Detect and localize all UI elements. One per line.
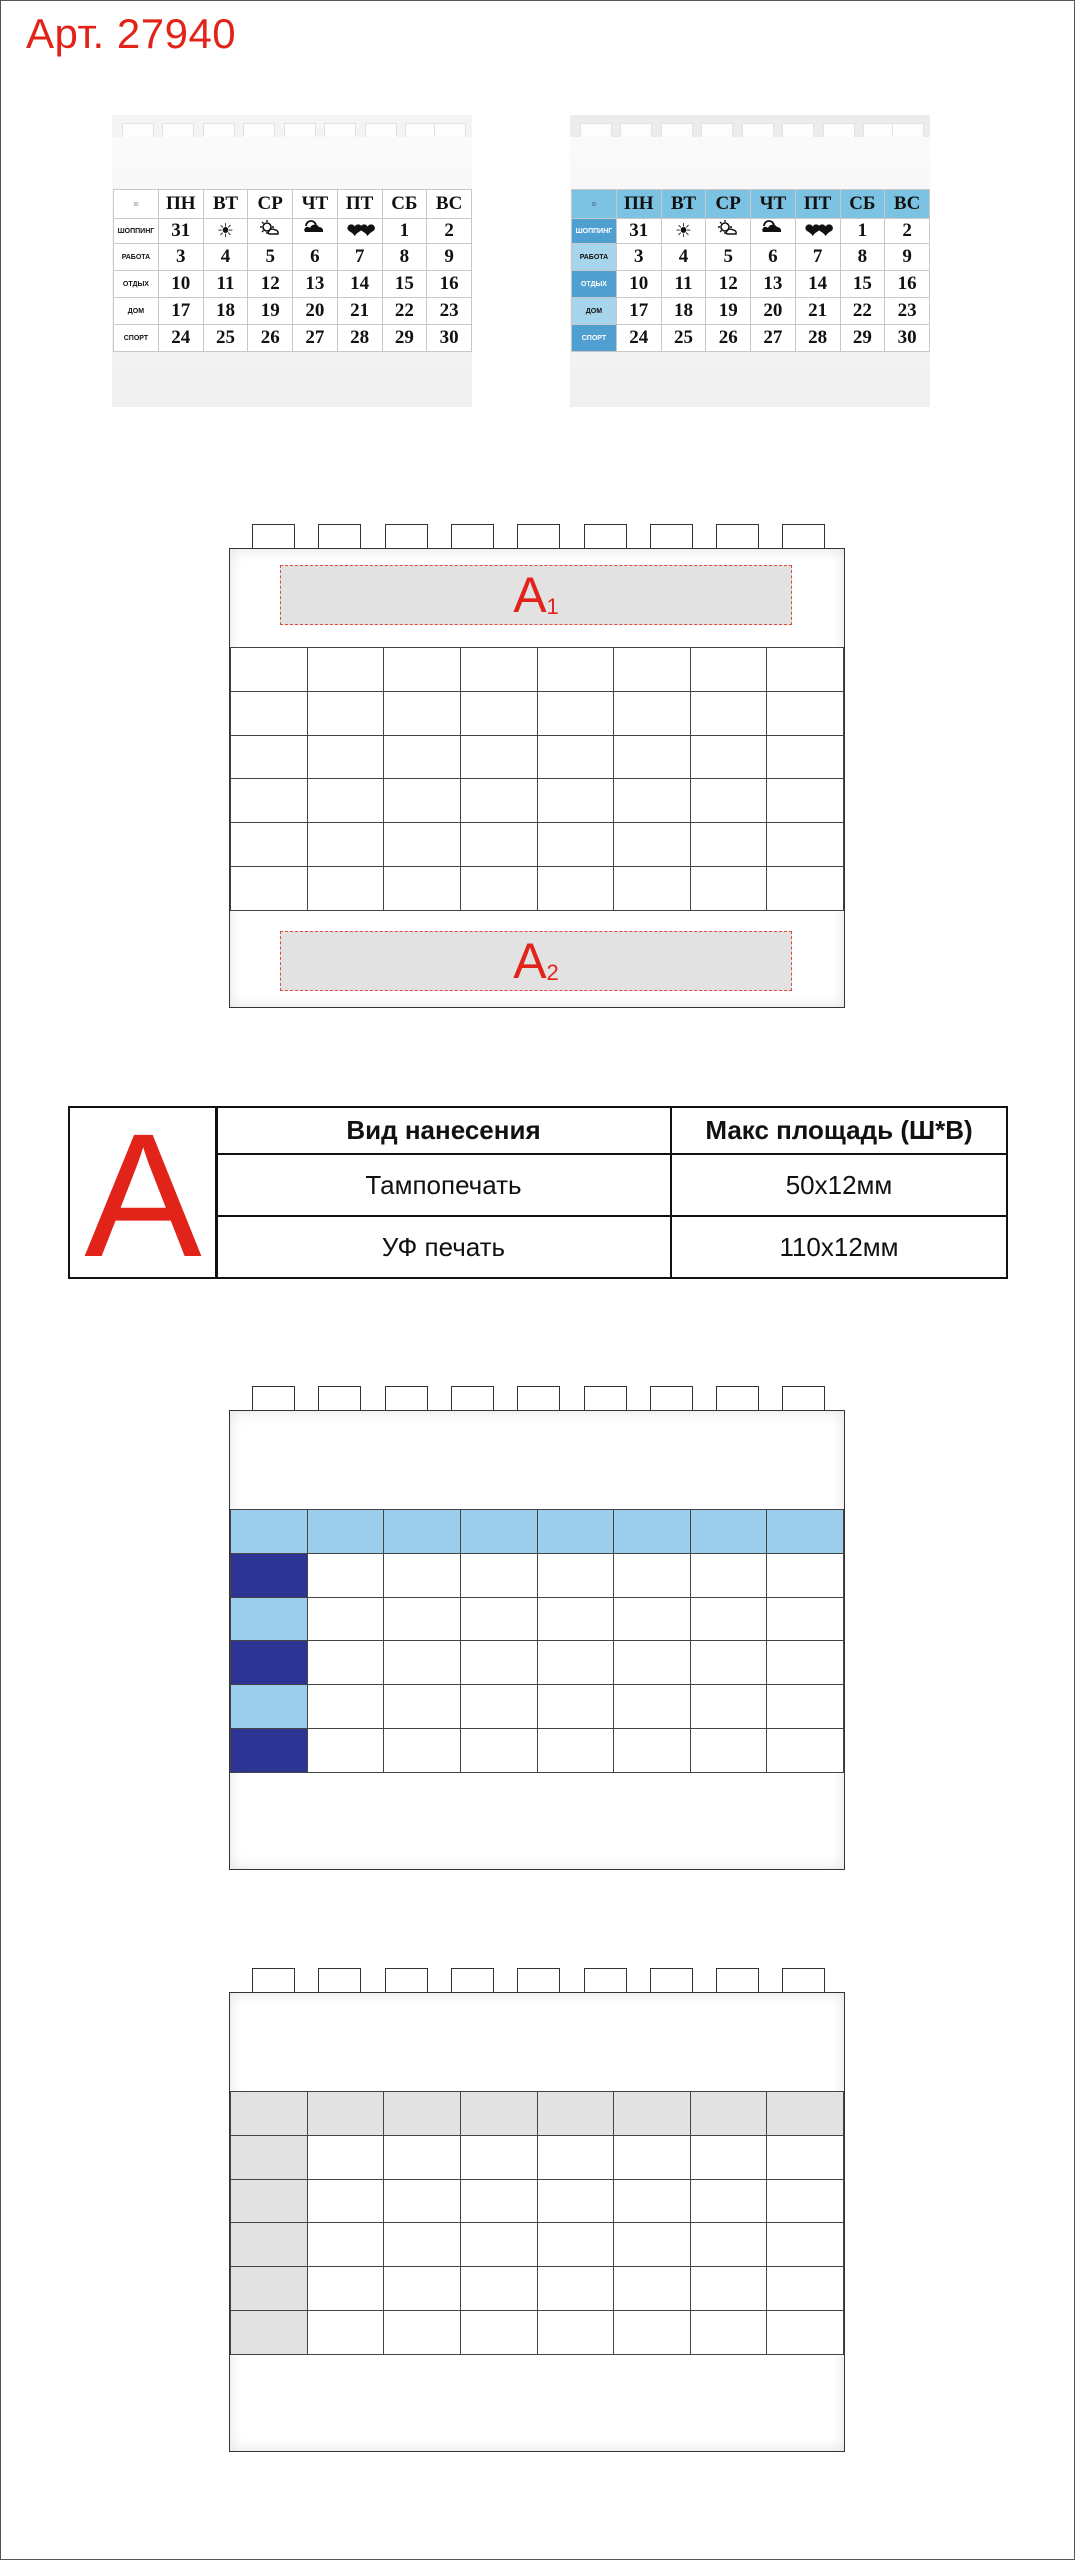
peg <box>451 1968 494 1993</box>
weekday-cell: ПТ <box>337 190 382 219</box>
row-label: ДОМ <box>572 298 617 325</box>
size-cell: 110x12мм <box>671 1216 1007 1278</box>
date-cell: 30 <box>427 325 472 352</box>
weekday-cell: ПТ <box>795 190 840 219</box>
peg <box>318 524 361 549</box>
smiley-icon: ☺ <box>114 190 159 219</box>
partly-cloudy-icon <box>248 219 293 244</box>
date-cell: 21 <box>795 298 840 325</box>
date-cell: 8 <box>382 244 427 271</box>
peg <box>517 524 560 549</box>
date-cell: 17 <box>158 298 203 325</box>
print-area-a1 <box>280 565 792 625</box>
date-cell: 20 <box>751 298 796 325</box>
date-cell: 2 <box>427 219 472 244</box>
date-cell: 16 <box>427 271 472 298</box>
grid-row <box>231 1553 844 1597</box>
date-cell: 3 <box>158 244 203 271</box>
grid-row <box>231 1597 844 1641</box>
peg <box>742 123 774 138</box>
peg <box>451 524 494 549</box>
date-cell: 28 <box>337 325 382 352</box>
date-cell: 29 <box>382 325 427 352</box>
weekday-cell: СБ <box>840 190 885 219</box>
row-label: РАБОТА <box>572 244 617 271</box>
date-cell: 2 <box>885 219 930 244</box>
date-cell: 31 <box>158 219 203 244</box>
peg <box>318 1386 361 1411</box>
date-cell: 6 <box>293 244 338 271</box>
peg <box>122 123 154 138</box>
date-cell: 19 <box>706 298 751 325</box>
weekday-cell: СР <box>706 190 751 219</box>
date-cell: 11 <box>661 271 706 298</box>
date-cell: 22 <box>840 298 885 325</box>
calendar-board <box>229 1992 845 2452</box>
calendar-board <box>229 1410 845 1870</box>
grid-row <box>231 691 844 735</box>
date-cell: 11 <box>203 271 248 298</box>
peg <box>620 123 652 138</box>
peg <box>782 1386 825 1411</box>
method-cell: Тампопечать <box>216 1154 671 1216</box>
method-table <box>215 1106 1008 1279</box>
row-label: СПОРТ <box>114 325 159 352</box>
hearts-icon: ❤❤ <box>795 219 840 244</box>
row-label: СПОРТ <box>572 325 617 352</box>
grid-row <box>231 2267 844 2311</box>
date-cell: 4 <box>203 244 248 271</box>
weekday-cell: ВС <box>427 190 472 219</box>
date-cell: 3 <box>616 244 661 271</box>
weekday-cell: ВТ <box>203 190 248 219</box>
peg <box>782 123 814 138</box>
date-cell: 18 <box>661 298 706 325</box>
calendar-pegs <box>112 123 472 137</box>
calendar-pegs <box>249 1386 829 1412</box>
peg <box>580 123 612 138</box>
date-cell: 5 <box>248 244 293 271</box>
grid-row <box>231 2311 844 2355</box>
date-cell: 19 <box>248 298 293 325</box>
peg <box>385 1386 428 1411</box>
grid-row <box>231 779 844 823</box>
peg <box>661 123 693 138</box>
hearts-icon: ❤❤ <box>337 219 382 244</box>
sun-icon: ☀ <box>661 219 706 244</box>
peg <box>584 1386 627 1411</box>
calendar-grid <box>113 189 472 352</box>
peg <box>252 1386 295 1411</box>
grid-row <box>231 648 844 692</box>
row-label: ШОППИНГ <box>572 219 617 244</box>
weekday-cell: ПН <box>616 190 661 219</box>
row-label: ОТДЫХ <box>114 271 159 298</box>
weekday-cell: ПН <box>158 190 203 219</box>
sun-icon: ☀ <box>203 219 248 244</box>
peg <box>517 1386 560 1411</box>
article-title: Арт. 27940 <box>26 10 237 57</box>
peg <box>324 123 356 138</box>
date-cell: 17 <box>616 298 661 325</box>
date-cell: 1 <box>382 219 427 244</box>
date-cell: 27 <box>751 325 796 352</box>
date-cell: 10 <box>616 271 661 298</box>
weekday-cell: ЧТ <box>293 190 338 219</box>
print-area-index: 1 <box>546 594 559 619</box>
peg <box>318 1968 361 1993</box>
date-cell: 15 <box>840 271 885 298</box>
partly-cloudy-icon <box>706 219 751 244</box>
area-letter: A <box>68 1106 218 1279</box>
date-cell: 22 <box>382 298 427 325</box>
peg <box>650 524 693 549</box>
peg <box>243 123 275 138</box>
date-cell: 23 <box>885 298 930 325</box>
date-cell: 18 <box>203 298 248 325</box>
date-cell: 12 <box>248 271 293 298</box>
date-cell: 6 <box>751 244 796 271</box>
calendar-photo-white <box>112 115 472 407</box>
weekday-cell: ВТ <box>661 190 706 219</box>
date-cell: 25 <box>203 325 248 352</box>
weekday-cell: ВС <box>885 190 930 219</box>
header-max-area: Макс площадь (Ш*В) <box>671 1107 1007 1154</box>
date-cell: 10 <box>158 271 203 298</box>
date-cell: 24 <box>616 325 661 352</box>
date-cell: 5 <box>706 244 751 271</box>
grid-row <box>231 2223 844 2267</box>
date-cell: 16 <box>885 271 930 298</box>
grid-row <box>231 2135 844 2179</box>
grid-row <box>231 1641 844 1685</box>
date-cell: 1 <box>840 219 885 244</box>
peg <box>584 1968 627 1993</box>
grid-row <box>231 867 844 911</box>
weekday-cell: СБ <box>382 190 427 219</box>
grid-header-row <box>231 1510 844 1554</box>
peg <box>782 524 825 549</box>
row-label: ДОМ <box>114 298 159 325</box>
date-cell: 26 <box>248 325 293 352</box>
date-cell: 4 <box>661 244 706 271</box>
print-area-label: A <box>513 567 547 623</box>
peg <box>252 524 295 549</box>
peg <box>252 1968 295 1993</box>
grid-row <box>231 1729 844 1773</box>
print-area-label: A <box>513 933 547 989</box>
peg <box>385 524 428 549</box>
peg <box>701 123 733 138</box>
date-cell: 24 <box>158 325 203 352</box>
print-area-index: 2 <box>546 960 559 985</box>
date-cell: 8 <box>840 244 885 271</box>
peg <box>434 123 466 138</box>
peg <box>782 1968 825 1993</box>
calendar-photo-blue <box>570 115 930 407</box>
date-cell: 26 <box>706 325 751 352</box>
peg <box>284 123 316 138</box>
grid-header-row <box>231 2092 844 2136</box>
calendar-grid <box>230 2091 844 2355</box>
peg <box>650 1968 693 1993</box>
row-label: ОТДЫХ <box>572 271 617 298</box>
peg <box>584 524 627 549</box>
calendar-pegs <box>249 1968 829 1994</box>
weekday-cell: СР <box>248 190 293 219</box>
calendar-grid <box>571 189 930 352</box>
date-cell: 7 <box>795 244 840 271</box>
date-cell: 9 <box>427 244 472 271</box>
peg <box>162 123 194 138</box>
date-cell: 30 <box>885 325 930 352</box>
smiley-icon: ☺ <box>572 190 617 219</box>
date-cell: 29 <box>840 325 885 352</box>
date-cell: 20 <box>293 298 338 325</box>
peg <box>517 1968 560 1993</box>
date-cell: 27 <box>293 325 338 352</box>
peg <box>365 123 397 138</box>
grid-row <box>231 735 844 779</box>
peg <box>650 1386 693 1411</box>
sun-cloud-icon <box>293 219 338 244</box>
print-area-a2 <box>280 931 792 991</box>
row-label: РАБОТА <box>114 244 159 271</box>
sun-cloud-icon <box>751 219 796 244</box>
date-cell: 31 <box>616 219 661 244</box>
date-cell: 13 <box>293 271 338 298</box>
date-cell: 23 <box>427 298 472 325</box>
peg <box>716 524 759 549</box>
print-method-table <box>68 1098 1006 1294</box>
date-cell: 28 <box>795 325 840 352</box>
size-cell: 50x12мм <box>671 1154 1007 1216</box>
date-cell: 12 <box>706 271 751 298</box>
date-cell: 14 <box>337 271 382 298</box>
date-cell: 21 <box>337 298 382 325</box>
peg <box>823 123 855 138</box>
method-cell: УФ печать <box>216 1216 671 1278</box>
peg <box>203 123 235 138</box>
date-cell: 9 <box>885 244 930 271</box>
header-method: Вид нанесения <box>216 1107 671 1154</box>
date-cell: 14 <box>795 271 840 298</box>
row-label: ШОППИНГ <box>114 219 159 244</box>
date-cell: 15 <box>382 271 427 298</box>
peg <box>716 1386 759 1411</box>
calendar-pegs <box>249 524 829 550</box>
peg <box>451 1386 494 1411</box>
peg <box>892 123 924 138</box>
date-cell: 7 <box>337 244 382 271</box>
date-cell: 25 <box>661 325 706 352</box>
peg <box>716 1968 759 1993</box>
calendar-board <box>229 548 845 1008</box>
grid-row <box>231 823 844 867</box>
calendar-grid <box>230 647 844 911</box>
peg <box>863 123 895 138</box>
calendar-grid <box>230 1509 844 1773</box>
grid-row <box>231 1685 844 1729</box>
weekday-cell: ЧТ <box>751 190 796 219</box>
peg <box>405 123 437 138</box>
peg <box>385 1968 428 1993</box>
date-cell: 13 <box>751 271 796 298</box>
calendar-pegs <box>570 123 930 137</box>
grid-row <box>231 2179 844 2223</box>
